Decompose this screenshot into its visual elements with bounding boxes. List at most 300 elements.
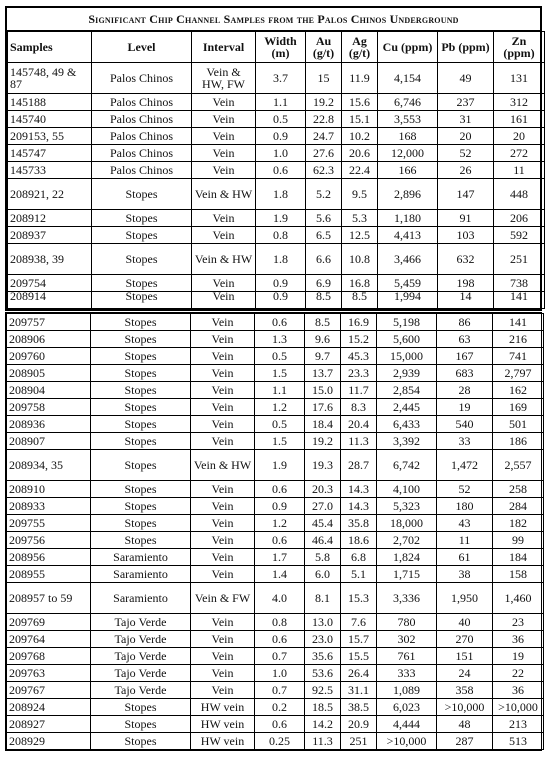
table-row	[7, 498, 544, 515]
cell-level: Stopes	[91, 365, 191, 382]
cell-interval: Vein	[191, 433, 255, 450]
cell-width: 1.5	[255, 433, 305, 450]
cell-level: Palos Chinos	[92, 63, 192, 94]
cell-pb: 61	[437, 549, 493, 566]
cell-interval: Vein	[192, 292, 256, 309]
table-row	[7, 399, 544, 416]
cell-interval: Vein	[191, 498, 255, 515]
cell-interval: Vein	[191, 665, 255, 682]
cell-sample: 208912	[8, 210, 92, 227]
cell-ag: 11.3	[341, 433, 377, 450]
cell-interval: HW vein	[191, 716, 255, 733]
cell-sample: 208933	[7, 498, 91, 515]
column-header-ag: Ag (g/t)	[342, 32, 378, 63]
cell-sample: 208906	[7, 331, 91, 348]
table-row	[7, 631, 544, 648]
cell-width: 0.7	[255, 648, 305, 665]
cell-pb: 167	[437, 348, 493, 365]
cell-au: 6.5	[306, 227, 342, 244]
cell-sample: 208957 to 59	[7, 583, 91, 614]
cell-width: 0.2	[255, 699, 305, 716]
cell-au: 5.2	[306, 179, 342, 210]
cell-interval: Vein	[191, 549, 255, 566]
cell-sample: 209754	[8, 275, 92, 292]
cell-width: 0.9	[256, 292, 306, 309]
cell-level: Tajo Verde	[91, 648, 191, 665]
table-row	[8, 179, 545, 210]
table-row	[7, 314, 544, 331]
cell-cu: 5,323	[377, 498, 437, 515]
table-row	[7, 450, 544, 481]
cell-level: Stopes	[91, 382, 191, 399]
table-row	[7, 566, 544, 583]
cell-level: Stopes	[91, 348, 191, 365]
cell-cu: 3,466	[378, 244, 438, 275]
cell-ag: 18.6	[341, 532, 377, 549]
cell-cu: 6,746	[378, 94, 438, 111]
cell-width: 0.6	[255, 631, 305, 648]
cell-level: Stopes	[92, 210, 192, 227]
cell-interval: Vein	[192, 275, 256, 292]
cell-au: 19.3	[305, 450, 341, 481]
cell-width: 1.2	[255, 399, 305, 416]
table-body-bottom	[7, 314, 544, 750]
cell-width: 1.4	[255, 566, 305, 583]
cell-cu: 3,553	[378, 111, 438, 128]
cell-zn: 169	[493, 399, 544, 416]
cell-ag: 11.9	[342, 63, 378, 94]
cell-pb: 287	[437, 733, 493, 750]
cell-interval: Vein	[192, 111, 256, 128]
cell-width: 0.6	[255, 314, 305, 331]
cell-level: Palos Chinos	[92, 94, 192, 111]
cell-sample: 209764	[7, 631, 91, 648]
cell-pb: 43	[437, 515, 493, 532]
cell-au: 24.7	[306, 128, 342, 145]
cell-interval: Vein	[191, 532, 255, 549]
column-header-zn: Zn (ppm)	[494, 32, 545, 63]
cell-level: Palos Chinos	[92, 128, 192, 145]
cell-zn: 36	[493, 682, 544, 699]
cell-ag: 23.3	[341, 365, 377, 382]
cell-sample: 208927	[7, 716, 91, 733]
column-header-level: Level	[92, 32, 192, 63]
cell-zn: 251	[494, 244, 545, 275]
samples-table-top	[7, 31, 545, 309]
cell-width: 1.2	[255, 515, 305, 532]
cell-width: 0.5	[255, 348, 305, 365]
table-row	[8, 292, 545, 309]
cell-width: 0.6	[255, 716, 305, 733]
table-row	[7, 348, 544, 365]
cell-ag: 8.3	[341, 399, 377, 416]
cell-level: Stopes	[91, 498, 191, 515]
cell-cu: >10,000	[377, 733, 437, 750]
cell-sample: 208905	[7, 365, 91, 382]
cell-interval: Vein & HW	[191, 450, 255, 481]
cell-width: 0.5	[255, 416, 305, 433]
cell-zn: 738	[494, 275, 545, 292]
top-table-frame	[5, 6, 542, 311]
table-row	[8, 210, 545, 227]
cell-width: 0.6	[255, 532, 305, 549]
cell-cu: 15,000	[377, 348, 437, 365]
cell-zn: 2,557	[493, 450, 544, 481]
table-row	[7, 416, 544, 433]
cell-width: 0.8	[256, 227, 306, 244]
table-row	[7, 549, 544, 566]
cell-level: Stopes	[92, 292, 192, 309]
cell-interval: Vein	[192, 210, 256, 227]
cell-pb: 11	[437, 532, 493, 549]
cell-cu: 1,824	[377, 549, 437, 566]
table-row	[7, 365, 544, 382]
cell-zn: 184	[493, 549, 544, 566]
cell-width: 1.8	[256, 244, 306, 275]
cell-ag: 251	[341, 733, 377, 750]
cell-cu: 166	[378, 162, 438, 179]
cell-level: Stopes	[91, 433, 191, 450]
cell-pb: 270	[437, 631, 493, 648]
cell-width: 0.9	[256, 275, 306, 292]
cell-width: 1.1	[256, 94, 306, 111]
cell-zn: 206	[494, 210, 545, 227]
cell-cu: 18,000	[377, 515, 437, 532]
cell-au: 46.4	[305, 532, 341, 549]
cell-ag: 6.8	[341, 549, 377, 566]
cell-sample: 145748, 49 & 87	[8, 63, 92, 94]
table-header-row	[8, 32, 545, 63]
cell-au: 8.5	[305, 314, 341, 331]
table-row	[8, 94, 545, 111]
cell-ag: 20.9	[341, 716, 377, 733]
table-row	[7, 532, 544, 549]
column-header-interval: Interval	[192, 32, 256, 63]
cell-width: 0.25	[255, 733, 305, 750]
table-row	[7, 699, 544, 716]
cell-ag: 31.1	[341, 682, 377, 699]
cell-ag: 9.5	[342, 179, 378, 210]
table-row	[8, 244, 545, 275]
cell-pb: 52	[438, 145, 494, 162]
cell-interval: Vein	[191, 399, 255, 416]
cell-interval: Vein	[192, 145, 256, 162]
cell-level: Stopes	[91, 716, 191, 733]
cell-sample: 209767	[7, 682, 91, 699]
cell-cu: 4,100	[377, 481, 437, 498]
cell-cu: 3,336	[377, 583, 437, 614]
cell-pb: 52	[437, 481, 493, 498]
cell-cu: 761	[377, 648, 437, 665]
cell-pb: 683	[437, 365, 493, 382]
samples-sheet	[5, 6, 542, 751]
cell-cu: 333	[377, 665, 437, 682]
cell-interval: HW vein	[191, 733, 255, 750]
samples-table-bottom	[6, 313, 544, 750]
cell-level: Saramiento	[91, 566, 191, 583]
table-row	[8, 63, 545, 94]
cell-zn: 99	[493, 532, 544, 549]
cell-level: Stopes	[91, 416, 191, 433]
cell-ag: 15.7	[341, 631, 377, 648]
cell-width: 0.5	[256, 111, 306, 128]
cell-sample: 209769	[7, 614, 91, 631]
cell-au: 27.6	[306, 145, 342, 162]
cell-cu: 2,896	[378, 179, 438, 210]
cell-pb: 19	[437, 399, 493, 416]
cell-au: 9.6	[305, 331, 341, 348]
cell-sample: 208929	[7, 733, 91, 750]
cell-au: 8.1	[305, 583, 341, 614]
column-header-au: Au (g/t)	[306, 32, 342, 63]
cell-zn: 131	[494, 63, 545, 94]
cell-au: 18.4	[305, 416, 341, 433]
cell-ag: 15.1	[342, 111, 378, 128]
cell-au: 92.5	[305, 682, 341, 699]
cell-interval: Vein	[191, 566, 255, 583]
cell-zn: 741	[493, 348, 544, 365]
cell-ag: 22.4	[342, 162, 378, 179]
cell-zn: 22	[493, 665, 544, 682]
cell-width: 1.9	[255, 450, 305, 481]
bottom-table-frame	[5, 312, 542, 751]
cell-zn: 19	[493, 648, 544, 665]
cell-zn: 501	[493, 416, 544, 433]
cell-sample: 208938, 39	[8, 244, 92, 275]
cell-au: 6.9	[306, 275, 342, 292]
cell-sample: 208924	[7, 699, 91, 716]
cell-zn: 592	[494, 227, 545, 244]
cell-zn: 23	[493, 614, 544, 631]
cell-au: 15.0	[305, 382, 341, 399]
cell-ag: 15.3	[341, 583, 377, 614]
table-row	[7, 648, 544, 665]
cell-ag: 11.7	[341, 382, 377, 399]
cell-pb: >10,000	[437, 699, 493, 716]
cell-ag: 16.8	[342, 275, 378, 292]
cell-zn: 158	[493, 566, 544, 583]
cell-cu: 6,433	[377, 416, 437, 433]
cell-zn: 36	[493, 631, 544, 648]
table-row	[7, 583, 544, 614]
cell-cu: 4,444	[377, 716, 437, 733]
cell-interval: Vein	[191, 515, 255, 532]
cell-pb: 237	[438, 94, 494, 111]
column-header-cu: Cu (ppm)	[378, 32, 438, 63]
cell-ag: 10.2	[342, 128, 378, 145]
column-header-sample: Samples	[8, 32, 92, 63]
cell-zn: 284	[493, 498, 544, 515]
cell-interval: Vein	[192, 162, 256, 179]
table-row	[8, 111, 545, 128]
cell-interval: Vein & HW	[192, 179, 256, 210]
cell-pb: 540	[437, 416, 493, 433]
cell-level: Stopes	[92, 227, 192, 244]
cell-cu: 302	[377, 631, 437, 648]
cell-cu: 3,392	[377, 433, 437, 450]
cell-sample: 209755	[7, 515, 91, 532]
cell-zn: 216	[493, 331, 544, 348]
cell-interval: Vein	[192, 227, 256, 244]
cell-au: 9.7	[305, 348, 341, 365]
cell-cu: 1,180	[378, 210, 438, 227]
cell-ag: 15.6	[342, 94, 378, 111]
cell-au: 17.6	[305, 399, 341, 416]
cell-level: Palos Chinos	[92, 111, 192, 128]
cell-sample: 208936	[7, 416, 91, 433]
cell-level: Saramiento	[91, 583, 191, 614]
cell-interval: Vein	[191, 314, 255, 331]
cell-pb: 24	[437, 665, 493, 682]
cell-zn: 161	[494, 111, 545, 128]
cell-zn: 1,460	[493, 583, 544, 614]
table-row	[7, 481, 544, 498]
cell-pb: 49	[438, 63, 494, 94]
cell-pb: 38	[437, 566, 493, 583]
cell-width: 1.7	[255, 549, 305, 566]
cell-level: Tajo Verde	[91, 682, 191, 699]
table-row	[8, 275, 545, 292]
cell-pb: 26	[438, 162, 494, 179]
cell-cu: 6,023	[377, 699, 437, 716]
cell-sample: 209758	[7, 399, 91, 416]
cell-zn: 272	[494, 145, 545, 162]
cell-cu: 2,854	[377, 382, 437, 399]
cell-interval: Vein	[191, 382, 255, 399]
cell-width: 0.9	[256, 128, 306, 145]
cell-sample: 208955	[7, 566, 91, 583]
cell-width: 1.8	[256, 179, 306, 210]
cell-ag: 38.5	[341, 699, 377, 716]
cell-cu: 1,994	[378, 292, 438, 309]
cell-interval: Vein	[191, 631, 255, 648]
cell-pb: 33	[437, 433, 493, 450]
cell-au: 5.8	[305, 549, 341, 566]
table-row	[7, 515, 544, 532]
cell-pb: 1,472	[437, 450, 493, 481]
cell-cu: 2,939	[377, 365, 437, 382]
cell-ag: 20.4	[341, 416, 377, 433]
cell-level: Stopes	[92, 179, 192, 210]
cell-width: 0.7	[255, 682, 305, 699]
cell-width: 1.0	[256, 145, 306, 162]
cell-pb: 48	[437, 716, 493, 733]
cell-interval: Vein	[192, 128, 256, 145]
cell-level: Stopes	[91, 515, 191, 532]
table-row	[8, 128, 545, 145]
table-title: Significant Chip Channel Samples from the Palos Chinos Underground	[7, 8, 540, 31]
cell-pb: 1,950	[437, 583, 493, 614]
cell-interval: Vein	[191, 416, 255, 433]
cell-level: Stopes	[91, 399, 191, 416]
cell-sample: 208907	[7, 433, 91, 450]
cell-width: 1.5	[255, 365, 305, 382]
table-row	[7, 716, 544, 733]
cell-ag: 26.4	[341, 665, 377, 682]
cell-cu: 4,154	[378, 63, 438, 94]
cell-pb: 20	[438, 128, 494, 145]
cell-sample: 209768	[7, 648, 91, 665]
cell-level: Stopes	[91, 532, 191, 549]
cell-sample: 209153, 55	[8, 128, 92, 145]
cell-au: 19.2	[305, 433, 341, 450]
cell-level: Tajo Verde	[91, 631, 191, 648]
cell-sample: 208914	[8, 292, 92, 309]
cell-au: 35.6	[305, 648, 341, 665]
cell-au: 45.4	[305, 515, 341, 532]
cell-interval: Vein	[191, 331, 255, 348]
cell-width: 0.6	[256, 162, 306, 179]
cell-pb: 91	[438, 210, 494, 227]
cell-interval: Vein	[191, 481, 255, 498]
cell-cu: 780	[377, 614, 437, 631]
cell-cu: 5,198	[377, 314, 437, 331]
cell-interval: Vein	[191, 648, 255, 665]
cell-zn: 312	[494, 94, 545, 111]
cell-width: 1.3	[255, 331, 305, 348]
cell-ag: 35.8	[341, 515, 377, 532]
cell-sample: 209756	[7, 532, 91, 549]
cell-zn: 162	[493, 382, 544, 399]
cell-sample: 208956	[7, 549, 91, 566]
cell-cu: 4,413	[378, 227, 438, 244]
cell-cu: 2,702	[377, 532, 437, 549]
table-row	[7, 682, 544, 699]
table-row	[8, 145, 545, 162]
cell-level: Palos Chinos	[92, 162, 192, 179]
cell-ag: 5.3	[342, 210, 378, 227]
cell-sample: 145188	[8, 94, 92, 111]
cell-pb: 358	[437, 682, 493, 699]
table-row	[7, 733, 544, 750]
cell-cu: 2,445	[377, 399, 437, 416]
cell-au: 53.6	[305, 665, 341, 682]
cell-pb: 180	[437, 498, 493, 515]
cell-level: Stopes	[91, 699, 191, 716]
cell-ag: 45.3	[341, 348, 377, 365]
column-header-width: Width (m)	[256, 32, 306, 63]
table-row	[7, 433, 544, 450]
cell-zn: 258	[493, 481, 544, 498]
cell-au: 62.3	[306, 162, 342, 179]
cell-pb: 40	[437, 614, 493, 631]
cell-level: Tajo Verde	[91, 665, 191, 682]
column-header-pb: Pb (ppm)	[438, 32, 494, 63]
cell-zn: 513	[493, 733, 544, 750]
cell-zn: 186	[493, 433, 544, 450]
cell-au: 13.7	[305, 365, 341, 382]
cell-width: 0.6	[255, 481, 305, 498]
cell-width: 3.7	[256, 63, 306, 94]
cell-width: 0.8	[255, 614, 305, 631]
cell-level: Stopes	[91, 450, 191, 481]
cell-cu: 1,089	[377, 682, 437, 699]
cell-level: Stopes	[91, 314, 191, 331]
cell-cu: 12,000	[378, 145, 438, 162]
cell-pb: 63	[437, 331, 493, 348]
cell-ag: 12.5	[342, 227, 378, 244]
cell-interval: Vein & HW	[192, 244, 256, 275]
cell-level: Stopes	[91, 733, 191, 750]
cell-ag: 28.7	[341, 450, 377, 481]
cell-width: 1.9	[256, 210, 306, 227]
cell-pb: 632	[438, 244, 494, 275]
cell-sample: 208904	[7, 382, 91, 399]
cell-sample: 209757	[7, 314, 91, 331]
cell-ag: 14.3	[341, 498, 377, 515]
cell-sample: 145733	[8, 162, 92, 179]
cell-ag: 10.8	[342, 244, 378, 275]
